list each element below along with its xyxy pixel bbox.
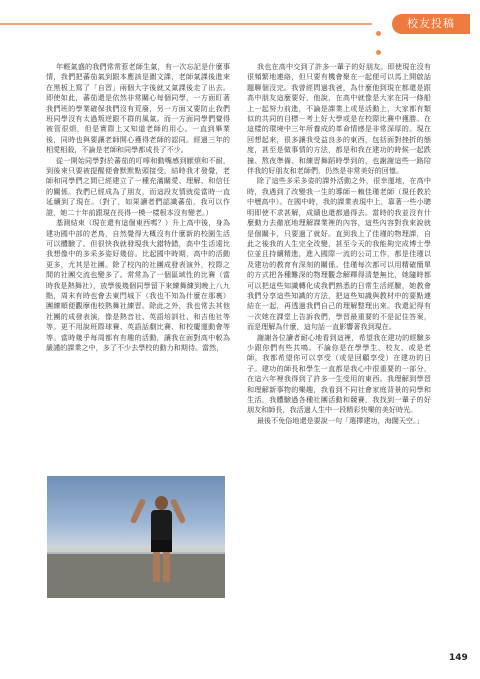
article-photo — [47, 476, 225, 598]
paragraph: 我也在高中交到了許多一輩子的好朋友。即使現在沒有很頻繁地連絡，但只要有機會聚在一起便可以馬上開啟話題聊個沒完。我曾經問過我爸，為什麼他到現在都還是跟高中朋友這麼要好，他說，在高中就像是大家在同一條船上一起努力前進，不論是課業上或是活動上，大家都有類似的共同的目標－考上好大學或是在校際比賽中獲勝。在這樣的環境中三年所養成的革命情感是非常深厚的。現在回想起來，很多讓我受益良多的東西，包括面對挫折的態度，甚至是做事情的方法，都是和我在建功的時候一起跌撞、熬夜準備、和練習舞蹈時學到的，也謝謝這些一路陪伴我的好朋友和老師們，仍然是非常美好的回憶。 — [247, 62, 431, 176]
article-column-left — [46, 62, 230, 472]
photo-rock-ground — [47, 554, 225, 598]
page-number: 149 — [449, 653, 468, 663]
paragraph: 從一開始同學對於蕃茄的叮嚀和動嘴感到厭煩和不耐，到後來只要被提醒便會默默點頭接受，結時我才發覺，老師和同學們之間已經建立了一種充滿關愛、理解、和信任的關係。我們已經成為了朋友，而這段友情就從當時一直延續到了現在。（對了，如果讀者們認識蕃茄，我可以作證，她二十年前跟現在長得一模一樣根本沒有變老。） — [46, 155, 230, 217]
paragraph: 年輕氣盛的我們常常惹老師生氣，有一次忘記是什麼事情，我們把蕃茄氣到跟本應該是圍文課，老師氣課後進來在黑板上寫了「自習」兩個大字後就又氣課後走了出去。即使如此，蕃茄還是依然非常關心每個同學，一方面盯著我們班的學業確保我們沒有荒廢，另一方面又要防止我們班同學沒有太過叛逆跟不群的風氣。而一方面同學們覺得被管很煩，但是實際上又知道老師的用心。一直到畢業後，同時也與要讓老師開心獲得老師的認同。經過三年的相愛相殺，不論是老師和同學都成長了不少。 — [46, 62, 230, 155]
photo-person — [145, 496, 179, 588]
paragraph: 基測結束（現在還有這個東西嗎？）升上高中後，身為建功國中部的老鳥，自然覺得大概沒有什麼新的校園生活可以體驗了。但很快我就發現我大錯特錯，高中生活遠比我想像中的多采多姿好幾倍。比起國中時期，高中的活動更多，尤其是社團。除了校內的社團成發表演外，校際之間的社團交流也變多了。常常為了一個區域性的比賽（當時我是熱舞社），放學後幾個同學留下來練舞練到晚上八九點，周末有時也會去東門城下（我也不知為什麼在那裏）團練順便觀摩他校熱舞社練習。除此之外，我也常去其他社團的成發表演，像是熱音社、英語培訓社、和吉他社等等。更不用說班際球賽、英語話劇比賽、和校慶運動會等等。當時幾乎每周都有有趣的活動，讓我在面對高中較為嚴謹的課業之中，多了不少去學校的動力和期待。當然， — [46, 218, 230, 352]
article-column-right — [247, 62, 431, 628]
paragraph: 最後不免俗地還是要說一句「選擇建功，海闊天空。」 — [256, 415, 424, 425]
top-header-bar — [0, 14, 480, 34]
header-rule — [0, 23, 372, 25]
header-dot — [376, 31, 381, 36]
paragraph: 除了這些多采多姿的課外活動之外，很幸運地，在高中時，我遇到了改變我一生的導師－賴佳瑾老師（現任教於中壢高中）。在國中時，我的課業表現中上，靠著一些小聰明即使不求甚解，成績也還都過得去。當時的我並沒有什麼動力去徹底地理解課業裡的內容，這些內容對我來說就是個關卡，只要過了就好。直到我上了佳瑾的物理課，自此之後我的人生完全改變，甚至今天的我能夠完成博士學位並且持續精進，進入國際一流的公司工作，都是佳瑾以及建功的教育有深刻的關係。佳瑾每次都可以用精確簡單的方式把各種難深的物理觀念解釋得清楚無比，她隨時都可以把這些知識轉化成我們熟悉的日常生活經驗，她教會我們分享這些知識的方法，把這些知識與教材中的要點連結在一起，再透過我們自己的理解整理出來。我還記得有一次她在課堂上告訴我們，學習最重要的不是記住答案，而是理解為什麼，這句話一直影響著我到現在。 — [247, 176, 431, 332]
section-tag: 校友投稿 — [392, 14, 470, 34]
paragraph: 謝謝各位讀者耐心地看到這裡，希望我在建功的經驗多少跟你們有些共鳴。不論你是在學學生、校友、或是老師，我都希望你可以享受（或是回顧享受）在建功的日子。建功的師長和學生一直都是我心中很重要的一部分，在這六年裡我得到了許多一生受用的東西。我理解到學習和理解新事物的樂趣，我看到不同社會家庭背景的同學和生活，我體驗過各種社團活動和競賽，我找到一輩子的好朋友和師長，我活過人生中一段精彩快樂的美好時光。 — [247, 332, 431, 415]
header-dot — [376, 50, 381, 55]
header-dots — [376, 21, 382, 27]
